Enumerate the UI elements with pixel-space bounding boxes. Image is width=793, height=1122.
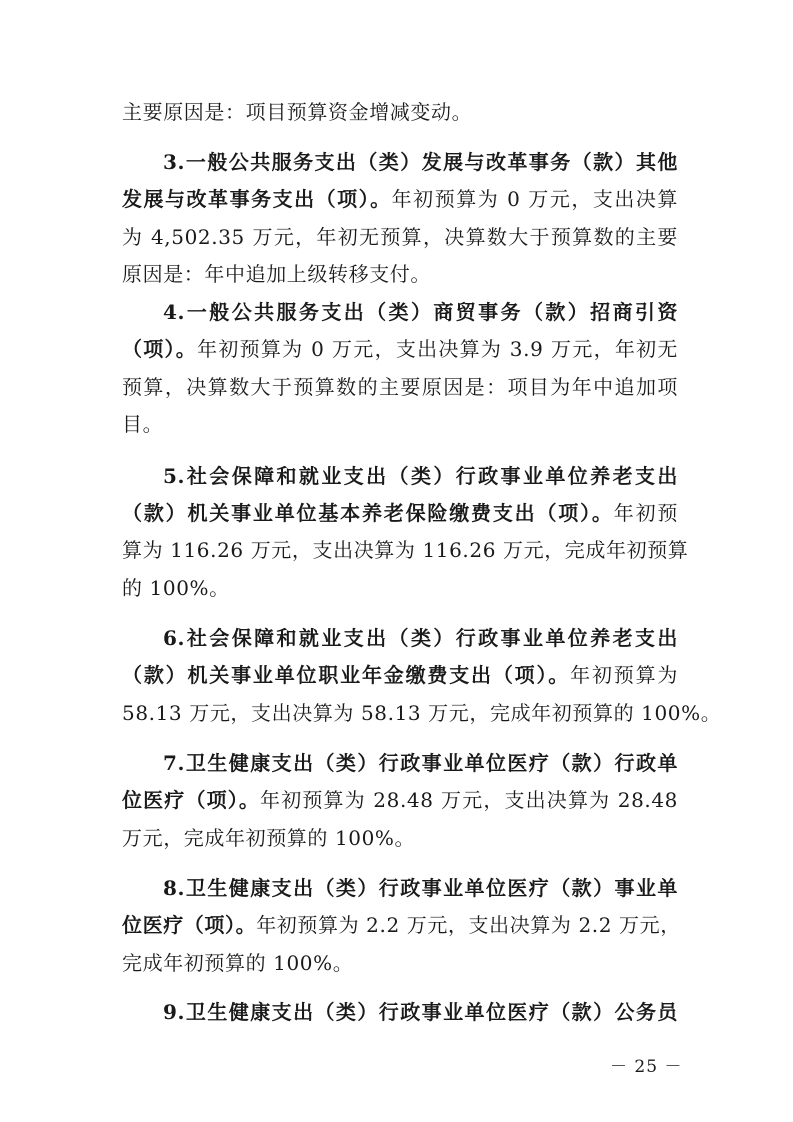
line-text: 原因是：年中追加上级转移支付。 — [122, 262, 431, 286]
item-3-line — [122, 187, 678, 211]
item-3-line-end — [122, 262, 678, 286]
item-3-line — [122, 225, 678, 249]
item-7-line-end — [122, 826, 678, 850]
item-6-line — [122, 663, 678, 687]
line-text: 预算，决算数大于预算数的主要原因是：项目为年中追加项 — [122, 375, 678, 399]
item-heading-text: 4.一般公共服务支出（类）商贸事务（款）招商引资 — [163, 300, 678, 324]
line-text: 算为 116.26 万元，支出决算为 116.26 万元，完成年初预算 — [122, 538, 689, 562]
line-text: 的 100%。 — [122, 576, 230, 600]
item-8-line-end — [122, 951, 678, 975]
item-heading-text: 9.卫生健康支出（类）行政事业单位医疗（款）公务员 — [163, 1000, 678, 1024]
item-heading-text: 位医疗（项）。 — [122, 788, 261, 812]
item-5-line — [122, 538, 689, 562]
item-4-line — [122, 337, 678, 361]
item-3-heading-line — [163, 150, 678, 174]
item-5-line-end — [122, 576, 678, 600]
item-heading-text: 发展与改革事务支出（项）。 — [122, 187, 392, 211]
line-text: 58.13 万元，支出决算为 58.13 万元，完成年初预算的 100%。 — [122, 701, 722, 725]
line-text: 年初预算为 28.48 万元，支出决算为 28.48 — [260, 788, 679, 812]
item-8-heading-line — [163, 876, 678, 900]
item-5-line — [122, 501, 678, 525]
line-text: 目。 — [122, 412, 164, 436]
line-text: 年初预算为 — [570, 663, 679, 687]
line-text: 万元，完成年初预算的 100%。 — [122, 826, 416, 850]
item-heading-text: 7.卫生健康支出（类）行政事业单位医疗（款）行政单 — [163, 751, 678, 775]
line-text: 为 4,502.35 万元，年初无预算，决算数大于预算数的主要 — [122, 225, 678, 249]
item-6-heading-line — [163, 626, 678, 650]
item-6-line-end — [122, 701, 722, 725]
item-heading-text: （款）机关事业单位基本养老保险缴费支出（项）。 — [122, 501, 614, 525]
line-text: 年初预 — [613, 501, 678, 525]
item-heading-text: 位医疗（项）。 — [122, 913, 257, 937]
item-heading-text: 5.社会保障和就业支出（类）行政事业单位养老支出 — [163, 464, 678, 488]
item-4-line — [122, 375, 678, 399]
line-text: 主要原因是：项目预算资金增减变动。 — [122, 100, 473, 124]
page-number: － 25 － — [610, 1057, 683, 1077]
paragraph-2-line-end — [122, 100, 678, 124]
item-heading-text: （项）。 — [122, 337, 198, 361]
line-text: 完成年初预算的 100%。 — [122, 951, 354, 975]
item-heading-text: 3.一般公共服务支出（类）发展与改革事务（款）其他 — [163, 150, 678, 174]
item-4-line-end — [122, 412, 678, 436]
item-4-heading-line — [163, 300, 678, 324]
line-text: 年初预算为 0 万元，支出决算 — [391, 187, 678, 211]
item-7-line — [122, 788, 678, 812]
item-heading-text: 6.社会保障和就业支出（类）行政事业单位养老支出 — [163, 626, 678, 650]
line-text: 年初预算为 2.2 万元，支出决算为 2.2 万元， — [256, 913, 681, 937]
item-9-heading-line — [163, 1000, 678, 1024]
item-7-heading-line — [163, 751, 678, 775]
item-heading-text: 8.卫生健康支出（类）行政事业单位医疗（款）事业单 — [163, 876, 678, 900]
item-heading-text: （款）机关事业单位职业年金缴费支出（项）。 — [122, 663, 571, 687]
item-5-heading-line — [163, 464, 678, 488]
item-8-line — [122, 913, 681, 937]
line-text: 年初预算为 0 万元，支出决算为 3.9 万元，年初无 — [197, 337, 678, 361]
